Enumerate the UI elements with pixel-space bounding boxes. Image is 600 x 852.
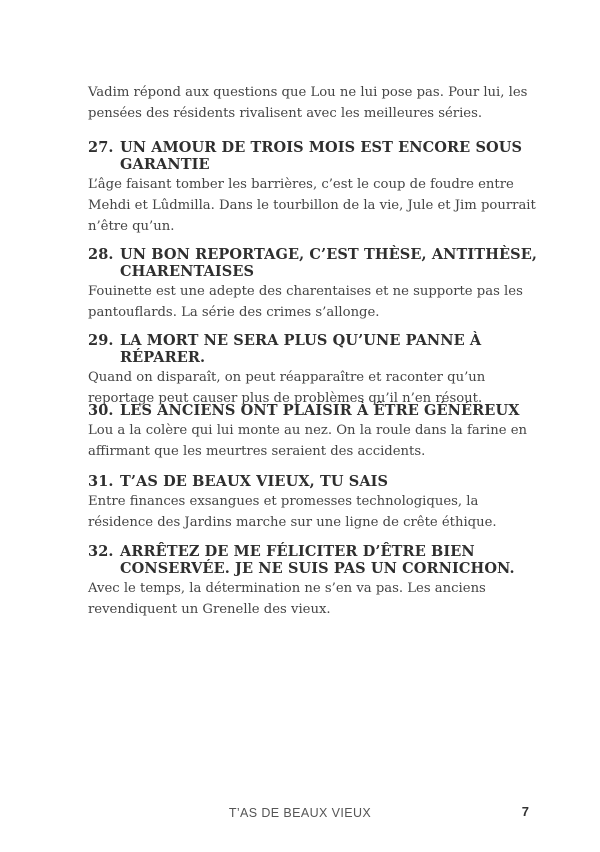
chapter-title: LES ANCIENS ONT PLAISIR À ÊTRE GÉNÉREUX (120, 402, 520, 419)
chapter-number: 29. (88, 332, 114, 349)
chapter-summary-30 (88, 402, 538, 462)
chapter-title: LA MORT NE SERA PLUS QU’UNE PANNE À RÉPARER. (120, 332, 482, 366)
chapter-title: UN BON REPORTAGE, C’EST THÈSE, ANTITHÈSE, CHARENTAISES (120, 246, 538, 280)
chapter-summary-27 (88, 139, 538, 237)
chapter-summary-text: L’âge faisant tomber les barrières, c’est le coup de foudre entre Mehdi et Lûdmilla. Dans le tourbillon de la vie, Jule et Jim pourrait n’être qu’un. (88, 177, 536, 234)
chapter-summary-text: Entre finances exsangues et promesses technologiques, la résidence des Jardins marche sur une ligne de crête éthique. (88, 494, 497, 530)
chapter-number: 28. (88, 246, 114, 263)
chapter-summary-text: Avec le temps, la détermination ne s’en va pas. Les anciens revendiquent un Grenelle des vieux. (88, 581, 486, 617)
chapter-heading (88, 246, 538, 280)
chapter-heading (88, 473, 538, 490)
chapter-heading (88, 543, 538, 577)
intro-paragraph: Vadim répond aux questions que Lou ne lui pose pas. Pour lui, les pensées des résidents rivalisent avec les meilleures séries. (88, 85, 528, 121)
chapter-heading (88, 332, 538, 366)
chapter-title: UN AMOUR DE TROIS MOIS EST ENCORE SOUS GARANTIE (120, 139, 523, 173)
chapter-summary-text: Fouinette est une adepte des charentaises et ne supporte pas les pantouflards. La série des crimes s’allonge. (88, 284, 523, 320)
chapter-heading (88, 139, 538, 173)
chapter-summary-32 (88, 543, 538, 620)
chapter-number: 32. (88, 543, 114, 560)
chapter-summary-28 (88, 246, 538, 323)
chapter-summary-text: Quand on disparaît, on peut réapparaître et raconter qu’un reportage peut causer plus de problèmes qu’il n’en résout. (88, 370, 486, 406)
chapter-number: 31. (88, 473, 114, 490)
chapter-summary-text: Lou a la colère qui lui monte au nez. On la roule dans la farine en affirmant que les meurtres seraient des accidents. (88, 423, 528, 459)
chapter-summary-29 (88, 332, 538, 409)
chapter-title: ARRÊTEZ DE ME FÉLICITER D’ÊTRE BIEN CONSERVÉE. JE NE SUIS PAS UN CORNICHON. (120, 543, 515, 577)
chapter-number: 30. (88, 402, 114, 419)
chapter-summary-31 (88, 473, 538, 533)
chapter-number: 27. (88, 139, 114, 156)
running-footer-title: T’AS DE BEAUX VIEUX (228, 806, 372, 820)
chapter-title: T’AS DE BEAUX VIEUX, TU SAIS (120, 473, 389, 490)
page-number: 7 (521, 804, 529, 819)
chapter-heading (88, 402, 538, 419)
